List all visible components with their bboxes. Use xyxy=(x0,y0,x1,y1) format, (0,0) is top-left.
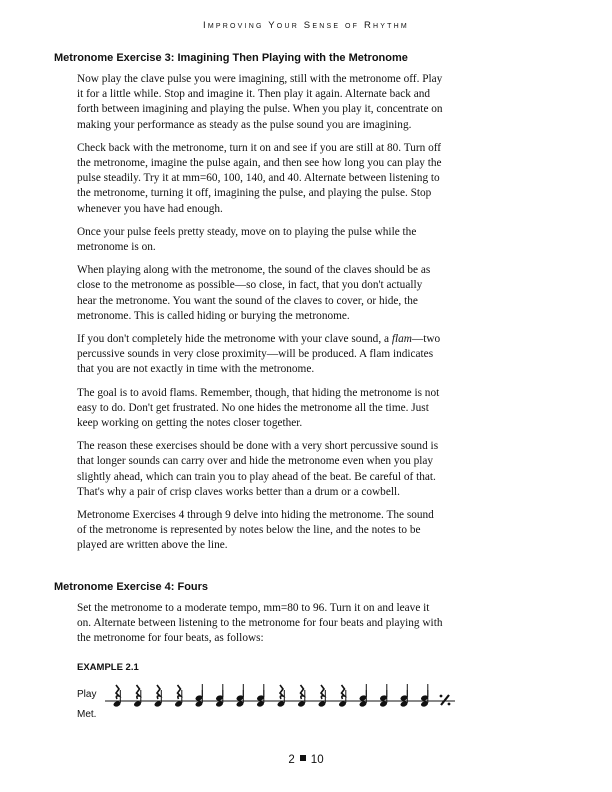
page-number xyxy=(0,754,612,766)
repeat-sign-dot xyxy=(440,695,443,698)
quarter-rest-icon xyxy=(137,685,140,699)
section-heading-exercise-4: Metronome Exercise 4: Fours xyxy=(54,581,209,593)
paragraph: Once your pulse feels pretty steady, move on to playing the pulse while the metronome is on. xyxy=(77,225,417,254)
section-body-exercise-3 xyxy=(77,72,443,562)
page-number-value: 10 xyxy=(310,754,324,766)
paragraph: The reason these exercises should be done with a very short percussive sound is that longer sounds can carry over and hide the metronome even when you play slightly ahead, which can train you to play ahead of the beat. Be careful of that. That's why a pair of crisp claves works better than a drum or a cowbell. xyxy=(77,440,439,498)
paragraph: When playing along with the metronome, the sound of the claves should be as close to the metronome as possible—so close, in fact, that you don't actually hear the metronome. You want the sound of the claves to cover, or hide, the metronome. This is called hiding or burying the metronome. xyxy=(77,264,431,322)
met-label: Met. xyxy=(77,709,97,720)
quarter-rest-icon xyxy=(321,685,324,699)
play-label: Play xyxy=(77,689,97,700)
running-head: Improving Your Sense of Rhythm xyxy=(203,20,409,31)
section-heading-exercise-3: Metronome Exercise 3: Imagining Then Playing with the Metronome xyxy=(54,52,408,64)
paragraph: Metronome Exercises 4 through 9 delve into hiding the metronome. The sound of the metronome is represented by notes below the line, and the notes to be played are written above the line. xyxy=(77,509,434,552)
italic-term: flam xyxy=(391,333,412,346)
quarter-rest-icon xyxy=(157,685,160,699)
paragraph: Set the metronome to a moderate tempo, mm=80 to 96. Turn it on and leave it on. Alternate between listening to the metronome for four beats and playing with the metronome for four beats, as follows: xyxy=(77,602,443,645)
paragraph: Check back with the metronome, turn it on and see if you are still at 80. Turn off the metronome, imagine the pulse again, and then see how long you can play the pulse steadily. Try it at mm=60, 100, 140, and 40. Alternate between listening to the metronome, turning it off, imagining the pulse, and playing the pulse. Stop whenever you have had enough. xyxy=(77,141,442,215)
paragraph-text: —two percussive sounds in very close proximity—will be produced. A flam indicates that you are not exactly in time with the metronome. xyxy=(77,333,441,376)
separator-square-icon xyxy=(300,755,306,761)
paragraph: Now play the clave pulse you were imagining, still with the metronome off. Play it for a little while. Stop and imagine it. Then play it again. Alternate back and forth between imagining and playing the pulse. When you play it, concentrate on making your performance as steady as the pulse sound you are imagining. xyxy=(77,73,443,131)
chapter-number: 2 xyxy=(288,754,295,766)
paragraph: The goal is to avoid flams. Remember, though, that hiding the metronome is not easy to do. Don't get frustrated. No one hides the metronome all the time. Just keep working on getting the notes closer together. xyxy=(77,386,440,430)
quarter-rest-icon xyxy=(116,685,119,699)
paragraph-text: If you don't completely hide the metronome with your clave sound, a xyxy=(77,333,392,346)
quarter-rest-icon xyxy=(301,685,304,699)
quarter-rest-icon xyxy=(178,685,181,699)
example-label: EXAMPLE 2.1 xyxy=(77,662,139,673)
quarter-rest-icon xyxy=(280,685,283,699)
repeat-sign-dot xyxy=(448,703,451,706)
quarter-rest-icon xyxy=(342,685,345,699)
rhythm-staff xyxy=(105,678,455,724)
section-body-exercise-4 xyxy=(77,601,443,655)
paragraph xyxy=(77,332,443,378)
